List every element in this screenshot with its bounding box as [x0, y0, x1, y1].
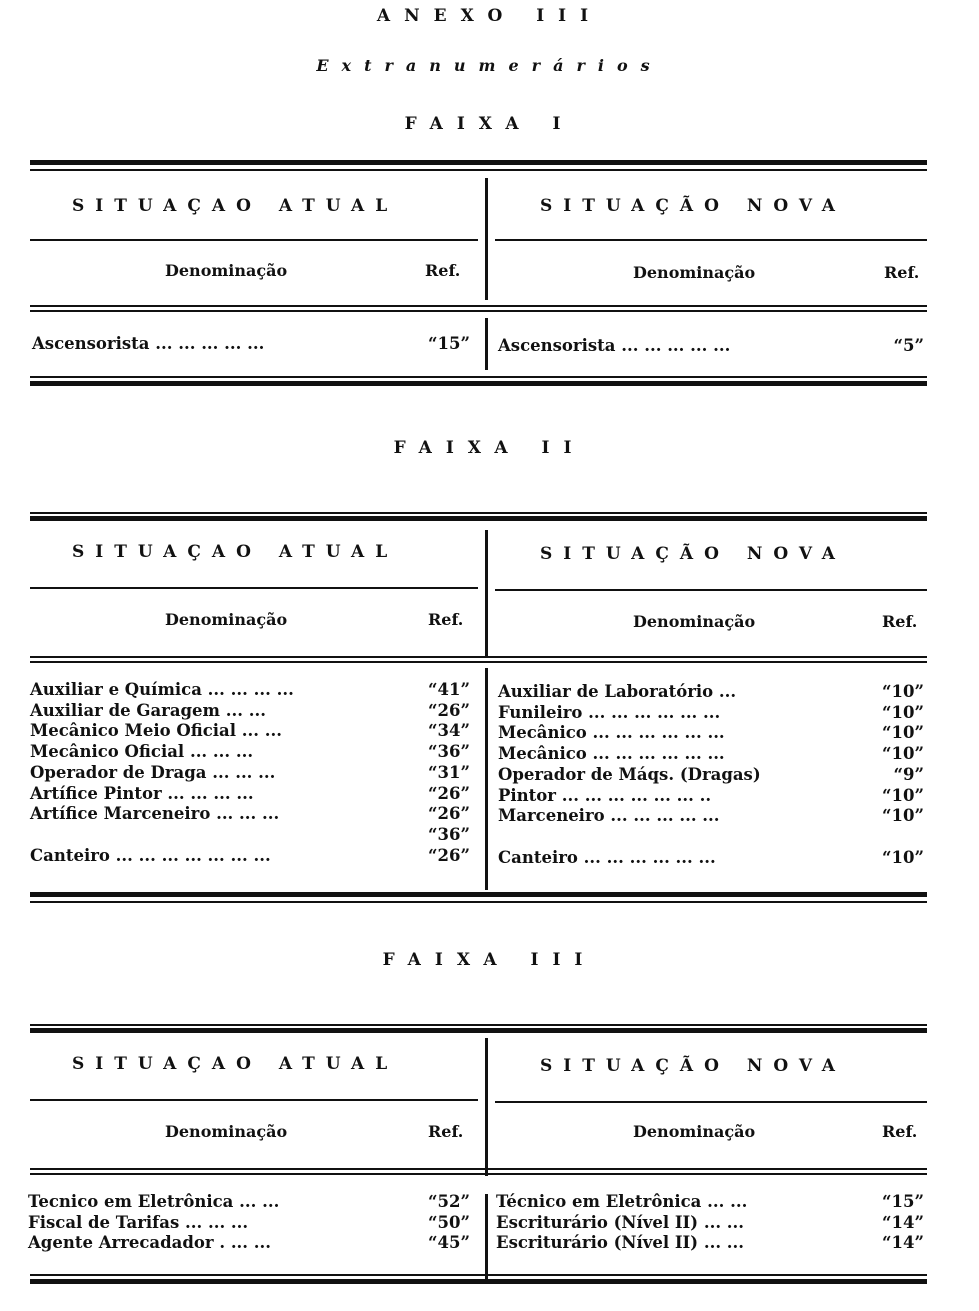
list-item: Mecânico Meio Oficial ... ... — [30, 721, 282, 741]
ref-value: “26” — [428, 804, 470, 824]
ref-value: “10” — [882, 806, 924, 826]
ref-value: “41” — [428, 680, 470, 699]
col-ref-left: Ref. — [428, 1122, 464, 1141]
list-item: Escriturário (Nível II) ... ... — [496, 1233, 745, 1253]
mid-rule — [30, 656, 927, 658]
list-item: Operador de Draga ... ... ... — [30, 762, 276, 782]
list-item: Auxiliar e Química ... ... ... ... — [30, 680, 294, 699]
list-item: Técnico em Eletrônica ... ... — [496, 1192, 748, 1211]
ref-value: “36” — [428, 824, 470, 844]
left-section-header: SITUAÇAO ATUAL — [72, 542, 399, 562]
top-rule-thin — [30, 512, 927, 514]
list-item: Auxiliar de Garagem ... ... — [30, 700, 266, 720]
ref-value: “14” — [882, 1212, 924, 1232]
ref-value: “14” — [882, 1233, 924, 1253]
list-item: Artífice Pintor ... ... ... ... — [30, 783, 254, 803]
list-item: Tecnico em Eletrônica ... ... — [28, 1192, 280, 1211]
col-denominacao-left: Denominação — [165, 610, 288, 629]
left-section-header: SITUAÇAO ATUAL — [72, 1054, 399, 1074]
top-rule — [30, 516, 927, 521]
list-item: Funileiro ... ... ... ... ... ... — [498, 702, 721, 722]
mid-rule-2 — [30, 1173, 927, 1175]
faixa-2-table — [30, 510, 927, 910]
list-item: Mecânico ... ... ... ... ... ... — [498, 723, 725, 743]
col-denominacao-right: Denominação — [633, 263, 756, 282]
list-item: Mecânico Oficial ... ... ... — [30, 742, 254, 762]
ref-value: “10” — [882, 723, 924, 743]
ref-value: “10” — [882, 744, 924, 764]
list-item: Auxiliar de Laboratório ... — [498, 682, 737, 701]
col-ref-right: Ref. — [882, 612, 918, 631]
col-denominacao-right: Denominação — [633, 1122, 756, 1141]
header-rule-right — [495, 1101, 927, 1103]
bottom-rule — [30, 892, 927, 897]
list-item: Ascensorista ... ... ... ... ... — [32, 334, 265, 353]
top-rule-thin — [30, 1024, 927, 1026]
ref-value: “26” — [428, 845, 470, 865]
faixa-1-table — [30, 160, 927, 390]
annex-subtitle: Extranumerários — [316, 56, 663, 75]
right-section-header: SITUAÇÃO NOVA — [540, 544, 846, 564]
ref-value: “26” — [428, 783, 470, 803]
col-denominacao-left: Denominação — [165, 1122, 288, 1141]
ref-value: “15” — [428, 334, 470, 353]
col-denominacao-left: Denominação — [165, 261, 288, 280]
ref-value: “26” — [428, 700, 470, 720]
ref-value: “9” — [893, 764, 924, 784]
list-item: Artífice Marceneiro ... ... ... — [30, 804, 280, 824]
faixa-1-title: FAIXA I — [404, 114, 575, 134]
ref-value: “10” — [882, 847, 924, 867]
ref-value: “45” — [428, 1233, 470, 1253]
header-rule-left — [30, 587, 478, 589]
list-item: Mecânico ... ... ... ... ... ... — [498, 744, 725, 764]
ref-value: “10” — [882, 785, 924, 805]
bottom-rule — [30, 1279, 927, 1284]
bottom-rule — [30, 381, 927, 386]
ref-value: “15” — [882, 1192, 924, 1211]
col-ref-right: Ref. — [884, 263, 920, 282]
ref-value: “52” — [428, 1192, 470, 1211]
right-section-header: SITUAÇÃO NOVA — [540, 196, 846, 216]
bottom-rule-thin — [30, 376, 927, 378]
mid-rule-2 — [30, 661, 927, 663]
left-section-header: SITUAÇAO ATUAL — [72, 196, 399, 216]
ref-value: “31” — [428, 762, 470, 782]
list-item: Operador de Máqs. (Dragas) — [498, 764, 761, 784]
faixa-3-table — [30, 1022, 927, 1292]
header-rule-left — [30, 1099, 478, 1101]
column-divider — [485, 178, 488, 300]
list-item: Agente Arrecadador . ... ... — [28, 1233, 272, 1253]
bottom-rule-thin — [30, 901, 927, 903]
ref-value: “50” — [428, 1212, 470, 1232]
list-item: Pintor ... ... ... ... ... ... .. — [498, 785, 712, 805]
column-divider — [485, 318, 488, 370]
ref-value: “34” — [428, 721, 470, 741]
top-rule-thin — [30, 169, 927, 171]
col-denominacao-right: Denominação — [633, 612, 756, 631]
header-rule-right — [495, 239, 927, 241]
col-ref-left: Ref. — [428, 610, 464, 629]
top-rule — [30, 1028, 927, 1033]
list-item: Ascensorista ... ... ... ... ... — [498, 336, 731, 355]
ref-value: “10” — [882, 702, 924, 722]
list-item: Canteiro ... ... ... ... ... ... ... — [30, 845, 271, 865]
col-ref-right: Ref. — [882, 1122, 918, 1141]
col-ref-left: Ref. — [425, 261, 461, 280]
column-divider — [485, 1038, 488, 1176]
header-rule-right — [495, 589, 927, 591]
mid-rule-2 — [30, 310, 927, 312]
list-item: Fiscal de Tarifas ... ... ... — [28, 1212, 249, 1232]
right-section-header: SITUAÇÃO NOVA — [540, 1056, 846, 1076]
top-rule — [30, 160, 927, 165]
column-divider — [485, 530, 488, 656]
mid-rule — [30, 305, 927, 307]
column-divider — [485, 668, 488, 890]
list-item: Escriturário (Nível II) ... ... — [496, 1212, 745, 1232]
mid-rule — [30, 1168, 927, 1170]
list-item: Canteiro ... ... ... ... ... ... — [498, 847, 716, 867]
ref-value: “5” — [893, 336, 924, 355]
annex-title: ANEXO III — [376, 6, 603, 26]
list-item: Marceneiro ... ... ... ... ... — [498, 806, 720, 826]
faixa-3-title: FAIXA III — [382, 950, 597, 970]
faixa-2-title: FAIXA II — [393, 438, 586, 458]
column-divider — [485, 1194, 488, 1284]
ref-value: “10” — [882, 682, 924, 701]
header-rule-left — [30, 239, 478, 241]
bottom-rule-thin — [30, 1274, 927, 1276]
ref-value: “36” — [428, 742, 470, 762]
